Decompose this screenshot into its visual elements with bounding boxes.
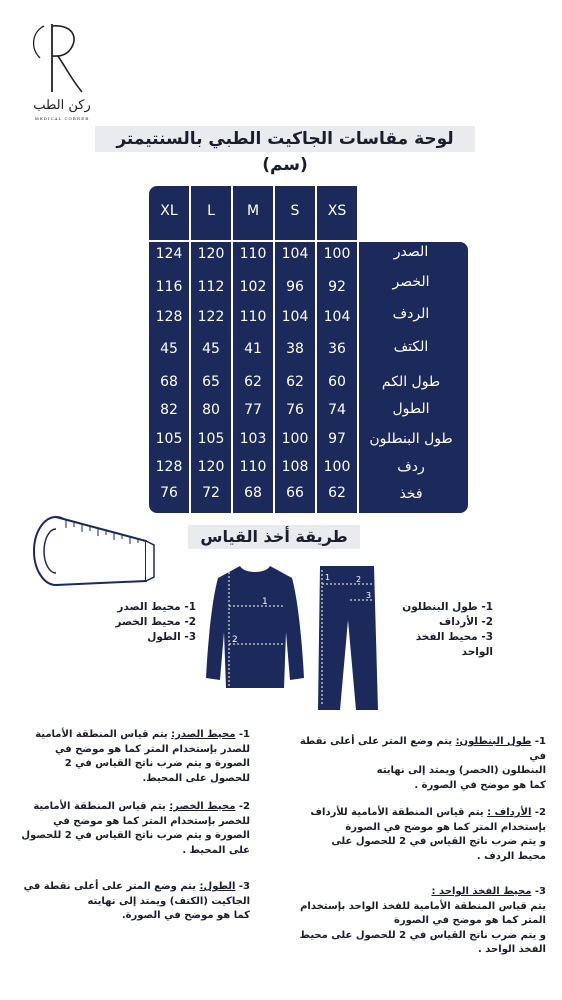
table-cell: 72 <box>202 485 220 501</box>
instruction-pants-length: 1- طول البنطلون: يتم وضع المتر على أعلى نقطة في البنطلون (الخصر) ويمتد إلى نهايته كما هو موضح في الصورة . <box>299 736 546 791</box>
instruction-waist: 2- محيط الخصر: يتم قياس المنطقة الأمامية للخصر بإستخدام المتر كما هو موضح في الصورة و يتم ضرب ناتج القياس في 2 للحصول على المحيط . <box>21 801 250 856</box>
table-cell: 96 <box>286 279 304 295</box>
row-label-pants-length: طول البنطلون <box>369 431 453 447</box>
table-cell: 92 <box>328 279 346 295</box>
table-cell: 110 <box>239 309 267 325</box>
row-label-chest: الصدر <box>393 244 429 260</box>
page-title: لوحة مقاسات الجاكيت الطبي بالسنتيمتر (سم) <box>95 126 475 152</box>
table-cell: 76 <box>286 402 304 418</box>
table-cell: 41 <box>244 341 262 357</box>
jacket-marker-3: 3 <box>220 671 226 681</box>
brand-name-ar: ركن الطب <box>33 98 91 113</box>
list-item: 2- الأرداف <box>439 616 493 628</box>
row-label-shoulder: الكتف <box>393 339 429 355</box>
brand-name-en: MEDICAL CORNER <box>34 116 90 121</box>
tape-measure-icon <box>18 515 160 587</box>
table-cell: 110 <box>239 246 267 262</box>
row-label-thigh: فخذ <box>399 486 423 502</box>
table-cell: 100 <box>323 246 351 262</box>
table-cell: 104 <box>281 246 309 262</box>
jacket-illustration <box>200 560 310 695</box>
list-item: 1- محيط الصدر <box>117 601 196 613</box>
table-cell: 62 <box>286 374 304 390</box>
table-cell: 105 <box>197 431 225 447</box>
row-label-hip: ردف <box>397 459 425 475</box>
table-cell: 128 <box>155 309 183 325</box>
table-cell: 65 <box>202 374 220 390</box>
pants-marker-3: 3 <box>366 591 372 600</box>
brand-logo <box>22 18 102 122</box>
table-cell: 116 <box>155 279 183 295</box>
instruction-thigh: 3- محيط الفخذ الواحد : يتم قياس المنطقة الأمامية للفخذ الواحد بإستخدام المتر كما هو موضح في الصورة و يتم ضرب ناتج القياس في 2 للحصول على محيط الفخذ الواحد . <box>299 886 546 955</box>
table-cell: 100 <box>323 459 351 475</box>
table-cell: 108 <box>281 459 309 475</box>
table-cell: 76 <box>160 485 178 501</box>
pants-marker-2: 2 <box>356 575 362 584</box>
instruction-chest: 1- محيط الصدر: يتم قياس المنطقة الأمامية للصدر بإستخدام المتر كما هو موضح في الصورة و يتم ضرب ناتج القياس في 2 للحصول على المحيط. <box>35 729 250 784</box>
pants-marker-1: 1 <box>325 573 331 582</box>
table-cell: 97 <box>328 431 346 447</box>
table-cell: 45 <box>160 341 178 357</box>
table-cell: 62 <box>244 374 262 390</box>
table-cell: 36 <box>328 341 346 357</box>
measurement-method-heading: طريقة أخذ القياس <box>188 525 360 549</box>
jacket-measure-list <box>40 600 196 645</box>
table-cell: 74 <box>328 402 346 418</box>
table-cell: 124 <box>155 246 183 262</box>
list-item: 3- الطول <box>147 631 196 643</box>
pants-measure-list <box>388 600 493 660</box>
table-cell: 77 <box>244 402 262 418</box>
table-cell: 80 <box>202 402 220 418</box>
table-cell: 110 <box>239 459 267 475</box>
table-cell: 38 <box>286 341 304 357</box>
table-cell: 104 <box>281 309 309 325</box>
header-divider <box>149 240 357 242</box>
list-item: 1- طول البنطلون <box>402 601 493 613</box>
row-label-length: الطول <box>392 401 430 417</box>
row-label-waist: الخصر <box>392 274 430 290</box>
table-cell: 102 <box>239 279 267 295</box>
table-cell: 120 <box>197 459 225 475</box>
table-cell: 122 <box>197 309 225 325</box>
table-cell: 104 <box>323 309 351 325</box>
jacket-marker-1: 1 <box>262 597 268 607</box>
table-cell: 82 <box>160 402 178 418</box>
table-cell: 105 <box>155 431 183 447</box>
table-cell: 128 <box>155 459 183 475</box>
table-cell: 103 <box>239 431 267 447</box>
pants-illustration <box>312 560 384 715</box>
table-cell: 68 <box>244 485 262 501</box>
table-cell: 68 <box>160 374 178 390</box>
instruction-hips: 2- الأرداف : يتم قياس المنطقة الأمامية للأرداف بإستخدام المتر كما هو موضح في الصورة و يتم ضرب ناتج القياس في 2 للحصول على محيط الردف . <box>310 807 546 862</box>
list-item: 3- محيط الفخذ الواحد <box>415 631 493 658</box>
table-cell: 100 <box>281 431 309 447</box>
row-label-hips: الردف <box>392 306 430 322</box>
size-chart-table <box>149 186 468 513</box>
size-header-s: S <box>290 203 300 219</box>
table-cell: 120 <box>197 246 225 262</box>
table-cell: 66 <box>286 485 304 501</box>
table-cell: 45 <box>202 341 220 357</box>
size-header-m: M <box>246 203 260 219</box>
table-cell: 112 <box>197 279 225 295</box>
list-item: 2- محيط الخصر <box>115 616 196 628</box>
size-header-xl: XL <box>160 203 178 219</box>
instruction-jacket-length: 3- الطول: يتم وضع المتر على أعلى نقطة في الجاكيت (الكتف) ويمتد إلى نهايته كما هو موضح في الصورة. <box>23 881 250 921</box>
jacket-marker-2: 2 <box>232 635 238 645</box>
size-header-xs: XS <box>327 203 347 219</box>
table-cell: 62 <box>328 485 346 501</box>
row-label-sleeve-length: طول الكم <box>381 374 441 390</box>
table-cell: 60 <box>328 374 346 390</box>
logo-monogram-icon <box>22 18 102 98</box>
size-header-l: L <box>207 203 215 219</box>
